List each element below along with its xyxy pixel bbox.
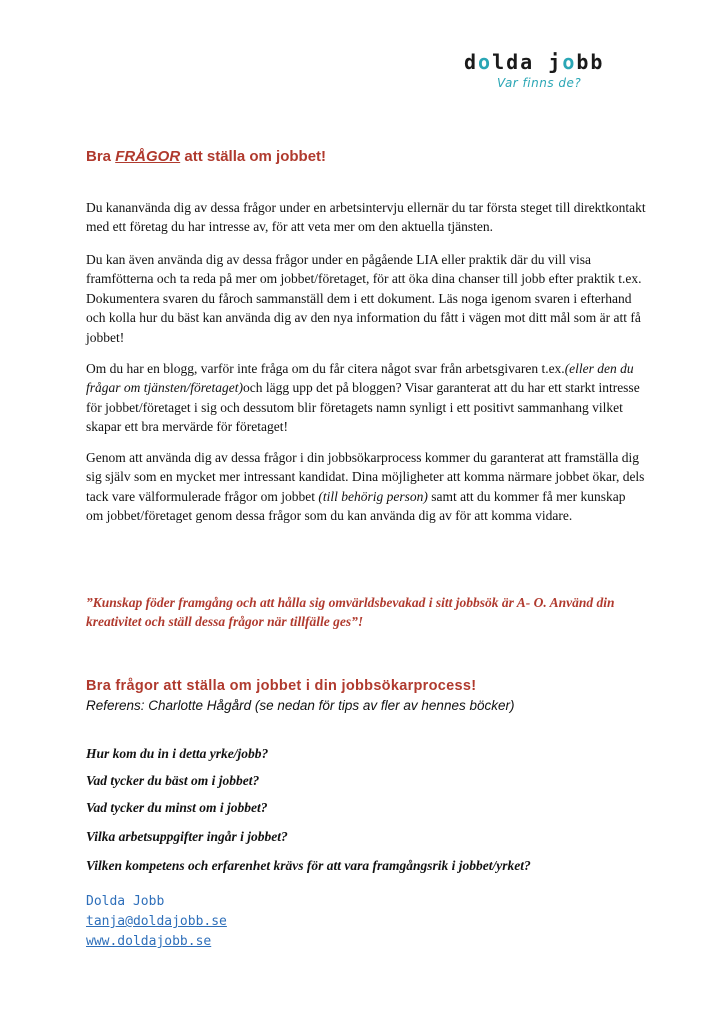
question-item: Vad tycker du bäst om i jobbet? <box>86 773 260 788</box>
page-title <box>86 148 326 165</box>
section-title: Bra frågor att ställa om jobbet i din jobbsökarprocess! <box>86 678 477 694</box>
logo-wordmark <box>464 50 604 74</box>
logo-tagline: Var finns de? <box>497 76 582 90</box>
title-post: att ställa om jobbet! <box>180 148 327 165</box>
question-item: Hur kom du in i detta yrke/jobb? <box>86 746 269 761</box>
logo-part: lda j <box>492 50 563 74</box>
logo-part-accent: o <box>478 50 493 74</box>
quote: ”Kunskap föder framgång och att hålla sig omvärldsbevakad i sitt jobbsök är A- O. Använd din kreativitet och ställ dessa frågor när tillfälle ges”! <box>86 595 615 630</box>
question-item: Vad tycker du minst om i jobbet? <box>86 800 268 815</box>
paragraph-text: Om du har en blogg, varför inte fråga om du får citera något svar från arbetsgivaren t.ex. <box>86 361 565 376</box>
question-item: Vilken kompetens och erfarenhet krävs för att vara framgångsrik i jobbet/yrket? <box>86 858 531 873</box>
paragraph-intro: Du kananvända dig av dessa frågor under en arbetsintervju ellernär du tar första steget till direktkontakt med ett företag du har intresse av, för att veta mer om den aktuella tjänsten. <box>86 200 646 235</box>
logo-part: d <box>464 50 479 74</box>
logo-part-accent: o <box>562 50 577 74</box>
title-pre: Bra <box>86 148 116 165</box>
paragraph-lia: Du kan även använda dig av dessa frågor under en pågående LIA eller praktik där du vill visa framfötterna och ta reda på mer om jobbet/företaget, för att öka dina chanser till jobb efter praktik t.ex. Dokumentera svaren du fåroch sammanställ dem i ett dokument. Läs noga igenom svaren i efterhand och kolla hur du bäst kan använda dig av den nya information du fått i vägen mot ditt mål som är att få jobbet! <box>86 252 642 345</box>
contact-name: Dolda Jobb <box>86 894 165 909</box>
paragraph-text: och lägg upp det på bloggen? Visar garanterat att du har ett starkt intresse för jobbet/företaget i sig och dessutom blir företagets namn synligt i ett positivt sammanhang vilket skapar ett bra mervärde för företaget! <box>86 380 640 435</box>
paragraph-italic: (till behörig person) <box>318 488 428 504</box>
section-reference: Referens: Charlotte Hågård (se nedan för tips av fler av hennes böcker) <box>86 698 515 713</box>
contact-website-link[interactable]: www.doldajobb.se <box>86 934 212 949</box>
paragraph-italic: (eller den du frågar om tjänsten/företaget) <box>86 361 634 396</box>
logo-part: bb <box>576 50 605 74</box>
contact-email-link[interactable]: tanja@doldajobb.se <box>86 914 227 929</box>
paragraph-text: samt att du kommer få mer kunskap om jobbet/företaget genom dessa frågor som du kan använda dig av för att komma vidare. <box>86 488 626 524</box>
question-item: Vilka arbetsuppgifter ingår i jobbet? <box>86 829 288 844</box>
paragraph-blog <box>86 359 646 437</box>
paragraph-process <box>86 448 646 526</box>
paragraph-text: Genom att använda dig av dessa frågor i din jobbsökarprocess kommer du garanterat att framställa dig sig själv som en mycket mer intressant kandidat. Dina möjligheter att komma närmare jobbet ökar, dels tack vare välformulerade frågor om jobbet <box>86 450 645 504</box>
title-emphasis: FRÅGOR <box>115 148 181 165</box>
brand-logo <box>464 50 654 100</box>
